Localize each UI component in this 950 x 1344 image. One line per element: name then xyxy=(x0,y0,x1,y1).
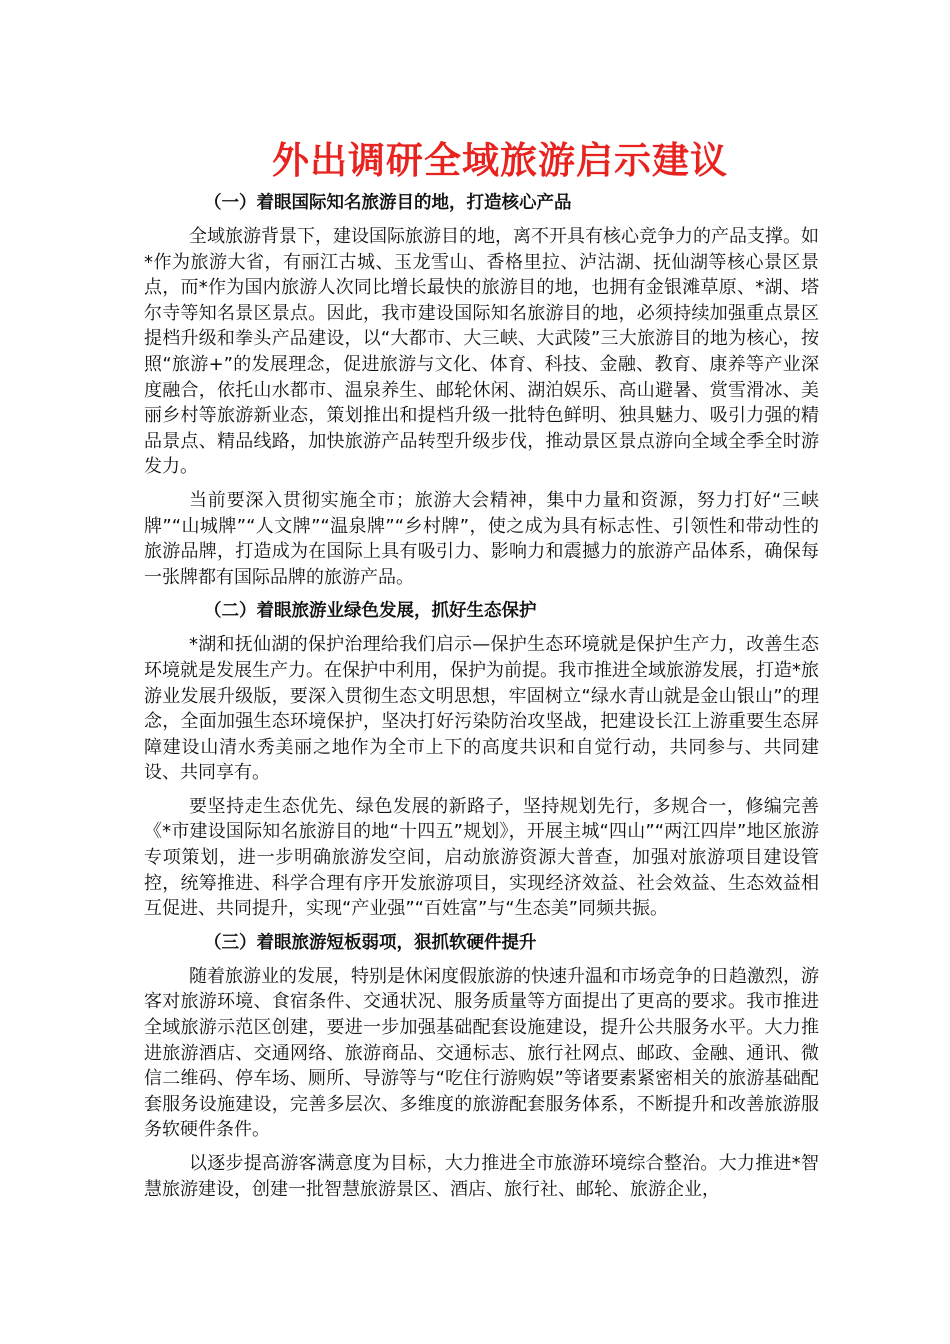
document-title: 外出调研全域旅游启示建议 xyxy=(272,138,728,182)
section-1-paragraph-2: 当前要深入贯彻实施全市；旅游大会精神，集中力量和资源，努力打好“三峡牌”“山城牌”“人文牌”“温泉牌”“乡村牌”，使之成为具有标志性、引领性和带动性的旅游品牌，打造成为在国际上具有吸引力、影响力和震撼力的旅游产品体系，确保每一张牌都有国际品牌的旅游产品。 xyxy=(144,489,819,588)
section-2-paragraph-2: 要坚持走生态优先、绿色发展的新路子，坚持规划先行，多规合一，修编完善《*市建设国际知名旅游目的地“十四五”规划》，开展主城“四山”“两江四岸”地区旅游专项策划，进一步明确旅游发空间，启动旅游资源大普查，加强对旅游项目建设管控，统筹推进、科学合理有序开发旅游项目，实现经济效益、社会效益、生态效益相互促进、共同提升，实现“产业强”“百姓富”与“生态美”同频共振。 xyxy=(144,795,819,920)
section-1-heading: （一）着眼国际知名旅游目的地，打造核心产品 xyxy=(204,193,572,213)
section-3-paragraph-1: 随着旅游业的发展，特别是休闲度假旅游的快速升温和市场竞争的日趋激烈，游客对旅游环境、食宿条件、交通状况、服务质量等方面提出了更高的要求。我市推进全域旅游示范区创建，要进一步加强基础配套设施建设，提升公共服务水平。大力推进旅游酒店、交通网络、旅游商品、交通标志、旅行社网点、邮政、金融、通讯、微信二维码、停车场、厕所、导游等与“吃住行游购娱”等诸要素紧密相关的旅游基础配套服务设施建设，完善多层次、多维度的旅游配套服务体系，不断提升和改善旅游服务软硬件条件。 xyxy=(144,965,819,1141)
section-3-paragraph-2: 以逐步提高游客满意度为目标，大力推进全市旅游环境综合整治。大力推进*智慧旅游建设，创建一批智慧旅游景区、酒店、旅行社、邮轮、旅游企业， xyxy=(144,1153,819,1200)
section-1-paragraph-1: 全域旅游背景下，建设国际旅游目的地，离不开具有核心竞争力的产品支撑。如*作为旅游大省，有丽江古城、玉龙雪山、香格里拉、泸沽湖、抚仙湖等核心景区景点，而*作为国内旅游人次同比增长最快的旅游目的地，也拥有金银滩草原、*湖、塔尔寺等知名景区景点。因此，我市建设国际知名旅游目的地，必须持续加强重点景区提档升级和拳头产品建设，以“大都市、大三峡、大武陵”三大旅游目的地为核心，按照“旅游+”的发展理念，促进旅游与文化、体育、科技、金融、教育、康养等产业深度融合，依托山水都市、温泉养生、邮轮休闲、湖泊娱乐、高山避暑、赏雪滑冰、美丽乡村等旅游新业态，策划推出和提档升级一批特色鲜明、独具魅力、吸引力强的精品景点、精品线路，加快旅游产品转型升级步伐，推动景区景点游向全域全季全时游发力。 xyxy=(144,226,819,478)
section-3-heading: （三）着眼旅游短板弱项，狠抓软硬件提升 xyxy=(204,932,537,953)
section-2-heading: （二）着眼旅游业绿色发展，抓好生态保护 xyxy=(204,601,537,622)
section-2-paragraph-1: *湖和抚仙湖的保护治理给我们启示—保护生态环境就是保护生产力，改善生态环境就是发展生产力。在保护中利用，保护为前提。我市推进全域旅游发展，打造*旅游业发展升级版，要深入贯彻生态文明思想，牢固树立“绿水青山就是金山银山”的理念，全面加强生态环境保护，坚决打好污染防治攻坚战，把建设长江上游重要生态屏障建设山清水秀美丽之地作为全市上下的高度共识和自觉行动，共同参与、共同建设、共同享有。 xyxy=(144,634,819,784)
document-body xyxy=(144,190,819,1210)
